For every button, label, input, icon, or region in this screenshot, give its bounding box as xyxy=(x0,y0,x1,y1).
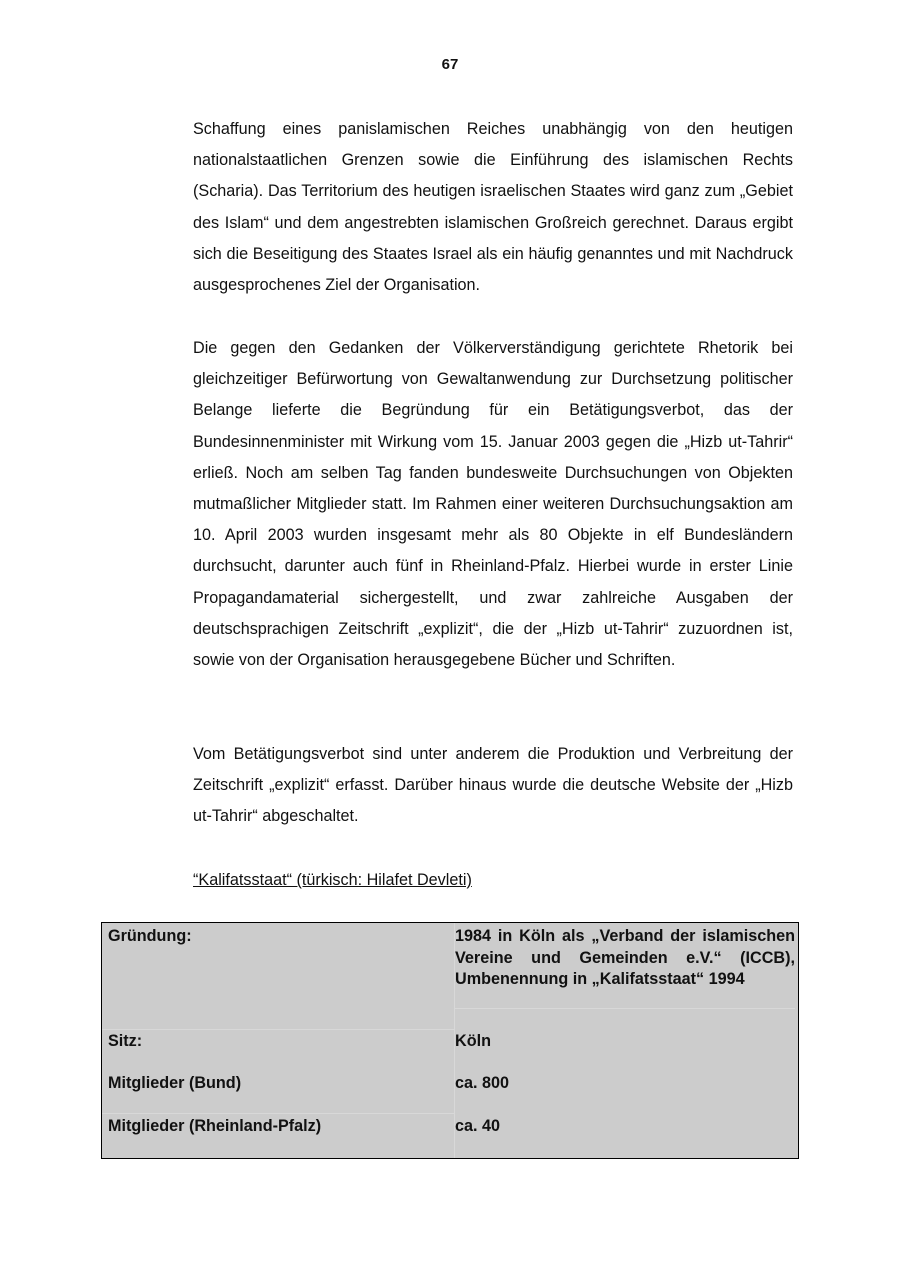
table-row-label: Sitz: xyxy=(108,1032,143,1050)
table-row-value: Köln xyxy=(455,1032,491,1050)
table-row-value: ca. 40 xyxy=(455,1117,501,1135)
paragraph: Vom Betätigungsverbot sind unter anderem die Produktion und Verbreitung der Zeitschrift „explizit“ erfasst. Darüber hinaus wurde die deutsche Website der „Hizb ut-Tahrir“ abgeschaltet. xyxy=(193,745,793,826)
table-row-label: Mitglieder (Rheinland-Pfalz) xyxy=(108,1117,322,1135)
table-row-label: Gründung: xyxy=(108,927,192,945)
row-divider xyxy=(455,1008,795,1009)
page-number: 67 xyxy=(441,56,459,73)
table-row-value: ca. 800 xyxy=(455,1074,510,1092)
paragraph: Die gegen den Gedanken der Völkerverständigung gerichtete Rhetorik bei gleichzeitiger Befürwortung von Gewaltanwendung zur Durchsetzung politischer Belange lieferte die Begründung für ein Betätigungsverbot, das der Bundesinnenminister mit Wirkung vom 15. Januar 2003 gegen die „Hizb ut-Tahrir“ erließ. Noch am selben Tag fanden bundesweite Durchsuchungen von Objekten mutmaßlicher Mitglieder statt. Im Rahmen einer weiteren Durchsuchungsaktion am 10. April 2003 wurden insgesamt mehr als 80 Objekte in elf Bundesländern durchsucht, darunter auch fünf in Rheinland-Pfalz. Hierbei wurde in erster Linie Propagandamaterial sichergestellt, und zwar zahlreiche Ausgaben der deutschsprachigen Zeitschrift „explizit“, die der „Hizb ut-Tahrir“ zuzuordnen ist, sowie von der Organisation herausgegebene Bücher und Schriften. xyxy=(193,339,793,670)
section-heading: “Kalifatsstaat“ (türkisch: Hilafet Devleti) xyxy=(193,871,472,889)
paragraph: Schaffung eines panislamischen Reiches unabhängig von den heutigen nationalstaatlichen Grenzen sowie die Einführung des islamischen Rechts (Scharia). Das Territorium des heutigen israelischen Staates wird ganz zum „Gebiet des Islam“ und dem angestrebten islamischen Großreich gerechnet. Daraus ergibt sich die Beseitigung des Staates Israel als ein häufig genanntes und mit Nachdruck ausgesprochenes Ziel der Organisation. xyxy=(193,120,793,295)
table-row-value: 1984 in Köln als „Verband der islamischen Vereine und Gemeinden e.V.“ (ICCB), Umbenennung in „Kalifatsstaat“ 1994 xyxy=(455,927,795,988)
row-divider xyxy=(102,1113,454,1114)
row-divider xyxy=(102,1029,454,1030)
table-row-label: Mitglieder (Bund) xyxy=(108,1074,242,1092)
info-table xyxy=(101,922,799,1159)
